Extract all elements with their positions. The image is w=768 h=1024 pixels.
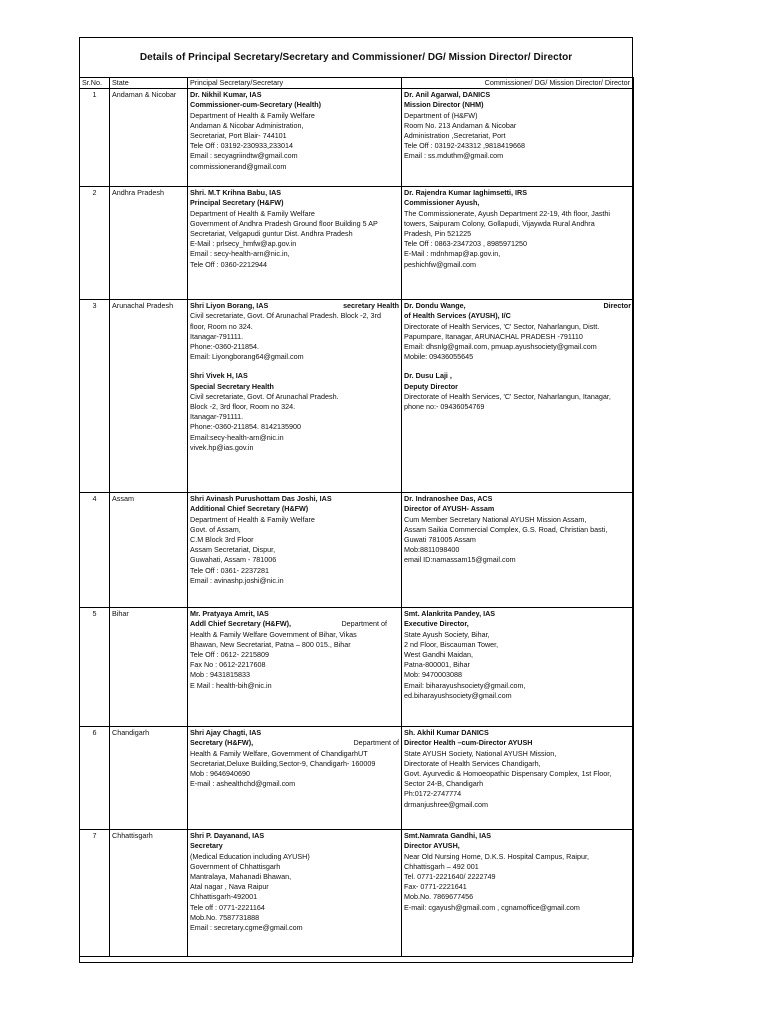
- state-cell: Andaman & Nicobar: [110, 89, 188, 187]
- state-cell: Chhattisgarh: [110, 830, 188, 957]
- director-name: Dr. Dusu Laji ,: [404, 371, 452, 381]
- secretary-cell: [188, 493, 402, 608]
- email-line: drmanjushree@gmail.com: [404, 799, 488, 809]
- department-label: Department of: [341, 619, 387, 629]
- address-line: Pradesh, Pin 521225: [404, 229, 472, 239]
- email-line: Email:secy-health-arn@nic.in: [190, 432, 284, 442]
- address-line: Chhattisgarh – 492 001: [404, 861, 479, 871]
- email-line: Email : ss.mduthm@gmail.com: [404, 151, 504, 161]
- secretary-designation: secretary Health: [343, 301, 399, 311]
- sr-no-cell: 4: [80, 493, 110, 608]
- director-name: Dr. Anil Agarwal, DANICS: [404, 90, 491, 100]
- phone-line: Mob : 9431815833: [190, 670, 250, 680]
- secretary-name: Mr. Pratyaya Amrit, IAS: [190, 609, 269, 619]
- director-cell: [402, 300, 634, 493]
- secretary-designation: Special Secretary Health: [190, 381, 274, 391]
- phone-line: Mob:8811098400: [404, 545, 460, 555]
- header-secretary: Principal Secretary/Secretary: [188, 78, 402, 89]
- director-name: Sh. Akhil Kumar DANICS: [404, 728, 489, 738]
- address-line: Department of (H&FW): [404, 110, 478, 120]
- address-line: towers, Saipuram Colony, Gollapudi, Vijaywda Rural Andhra: [404, 218, 595, 228]
- address-line: Guwati 781005 Assam: [404, 535, 476, 545]
- address-line: Andaman & Nicobar Administration,: [190, 120, 304, 130]
- secretary-designation: Secretary: [190, 841, 223, 851]
- secretary-cell: [188, 727, 402, 830]
- director-cell: [402, 727, 634, 830]
- phone-line: Mob.No. 7869677456: [404, 892, 474, 902]
- email-line: E-mail: cgayush@gmail.com , cgnamoffice@gmail.com: [404, 902, 580, 912]
- sr-no-cell: 7: [80, 830, 110, 957]
- secretary-designation-line: [190, 738, 399, 748]
- director-designation: of Health Services (AYUSH), I/C: [404, 311, 511, 321]
- address-line: Near Old Nursing Home, D.K.S. Hospital Campus, Raipur,: [404, 851, 589, 861]
- phone-line: Mob : 9646940690: [190, 769, 250, 779]
- address-line: Papumpare, Itanagar, ARUNACHAL PRADESH -791110: [404, 331, 583, 341]
- director-designation: Deputy Director: [404, 381, 458, 391]
- state-cell: Arunachal Pradesh: [110, 300, 188, 493]
- secretary-cell: [188, 187, 402, 300]
- document-frame: [79, 37, 633, 963]
- address-line: Directorate of Health Services Chandigarh,: [404, 758, 541, 768]
- address-line: Civil secretariate, Govt. Of Arunachal Pradesh.: [190, 391, 339, 401]
- header-state: State: [110, 78, 188, 89]
- director-designation: Director: [603, 301, 631, 311]
- header-director: Commissioner/ DG/ Mission Director/ Director: [402, 78, 634, 89]
- secretary-designation: Additional Chief Secretary (H&FW): [190, 504, 309, 514]
- email-line: vivek.hp@ias.gov.in: [190, 442, 254, 452]
- phone-line: Tele off : 0771-2221164: [190, 902, 265, 912]
- state-cell: Assam: [110, 493, 188, 608]
- address-line: The Commissionerate, Ayush Department 22-19, 4th floor, Jasthi: [404, 208, 611, 218]
- table-row: [80, 187, 634, 300]
- table-row: [80, 608, 634, 727]
- address-line: Mantralaya, Mahanadi Bhawan,: [190, 872, 292, 882]
- address-line: Sector 24-B, Chandigarh: [404, 779, 484, 789]
- director-name: Smt.Namrata Gandhi, IAS: [404, 831, 492, 841]
- director-name: Smt. Alankrita Pandey, IAS: [404, 609, 496, 619]
- email-line: E Mail : health-bih@nic.in: [190, 680, 272, 690]
- address-line: Patna-800001, Bihar: [404, 660, 470, 670]
- phone-line: Tele Off : 03192-243312 ,9818419668: [404, 141, 525, 151]
- address-line: Bhawan, New Secretariat, Patna – 800 015., Bihar: [190, 639, 351, 649]
- sr-no-cell: 3: [80, 300, 110, 493]
- phone-line: Mobile: 09436055645: [404, 352, 474, 362]
- address-line: Atal nagar , Nava Raipur: [190, 882, 269, 892]
- email-line: commissionerand@gmail.com: [190, 161, 287, 171]
- address-line: Itanagar-791111.: [190, 331, 244, 341]
- director-name: Dr. Dondu Wange,: [404, 301, 466, 311]
- table-row: [80, 727, 634, 830]
- secretary-cell: [188, 89, 402, 187]
- address-line: Secretariat,Deluxe Building,Sector-9, Chandigarh- 160009: [190, 758, 376, 768]
- phone-line: Tele Off : 0361- 2237281: [190, 565, 269, 575]
- phone-line: Tel. 0771-2221640/ 2222749: [404, 872, 496, 882]
- address-line: (Medical Education including AYUSH): [190, 851, 310, 861]
- phone-line: phone no:- 09436054769: [404, 402, 485, 412]
- address-line: Room No. 213 Andaman & Nicobar: [404, 120, 517, 130]
- header-sr-no: Sr.No.: [80, 78, 110, 89]
- address-line: Directorate of Health Services, 'C' Sector, Naharlangun, Itanagar,: [404, 391, 611, 401]
- address-line: Government of Andhra Pradesh Ground floor Building 5 AP: [190, 218, 378, 228]
- table-header-row: [80, 78, 634, 89]
- address-line: State AYUSH Society, National AYUSH Mission,: [404, 748, 557, 758]
- secretary-name: Dr. Nikhil Kumar, IAS: [190, 90, 262, 100]
- director-name: Dr. Indranoshee Das, ACS: [404, 494, 493, 504]
- address-line: C.M Block 3rd Floor: [190, 535, 254, 545]
- email-line: Email : secyagriindtw@gmail.com: [190, 151, 298, 161]
- secretary-designation: Principal Secretary (H&FW): [190, 198, 284, 208]
- secretary-cell: [188, 830, 402, 957]
- email-line: E-mail : ashealthchd@gmail.com: [190, 779, 296, 789]
- address-line: State Ayush Society, Bihar,: [404, 629, 490, 639]
- phone-line: Tele Off : 0360-2212944: [190, 259, 267, 269]
- table-row: [80, 300, 634, 493]
- address-line: Directorate of Health Services, 'C' Sector, Naharlangun, Distt.: [404, 321, 600, 331]
- director-cell: [402, 830, 634, 957]
- director-designation: Director Health –cum-Director AYUSH: [404, 738, 533, 748]
- address-line: Guwahati, Assam - 781006: [190, 555, 277, 565]
- address-line: Govt. of Assam,: [190, 524, 241, 534]
- address-line: Secretariat, Port Blair- 744101: [190, 131, 287, 141]
- email-line: Email : secy-health-arn@nic.in,: [190, 249, 290, 259]
- address-line: Chhattisgarh-492001: [190, 892, 258, 902]
- address-line: Health & Family Welfare, Government of ChandigarhUT: [190, 748, 368, 758]
- fax-line: Fax- 0771-2221641: [404, 882, 467, 892]
- director-designation: Executive Director,: [404, 619, 469, 629]
- sr-no-cell: 1: [80, 89, 110, 187]
- secretary-name-line: [190, 301, 399, 311]
- email-line: E-Mail : prlsecy_hmfw@ap.gov.in: [190, 239, 297, 249]
- officials-table: [79, 77, 634, 957]
- secretary-name: Shri Avinash Purushottam Das Joshi, IAS: [190, 494, 332, 504]
- sr-no-cell: 6: [80, 727, 110, 830]
- phone-line: Phone:-0360-211854. 8142135900: [190, 422, 301, 432]
- phone-line: Tele Off : 0863-2347203 , 8985971250: [404, 239, 527, 249]
- address-line: Department of Health & Family Welfare: [190, 514, 315, 524]
- secretary-cell: [188, 608, 402, 727]
- state-cell: Chandigarh: [110, 727, 188, 830]
- secretary-name: Shri P. Dayanand, IAS: [190, 831, 265, 841]
- address-line: Itanagar-791111.: [190, 412, 244, 422]
- phone-line: Mob: 9470003088: [404, 670, 462, 680]
- secretary-designation: Secretary (H&FW),: [190, 738, 254, 748]
- state-cell: Andhra Pradesh: [110, 187, 188, 300]
- address-line: Government of Chhattisgarh: [190, 861, 281, 871]
- address-line: Health & Family Welfare Government of Bihar, Vikas: [190, 629, 357, 639]
- email-line: email ID:namassam15@gmail.com: [404, 555, 516, 565]
- director-name: Dr. Rajendra Kumar Iaghimsetti, IRS: [404, 188, 528, 198]
- director-cell: [402, 89, 634, 187]
- director-name-line: [404, 301, 631, 311]
- address-line: Department of Health & Family Welfare: [190, 208, 315, 218]
- address-line: Govt. Ayurvedic & Homoeopathic Dispensary Complex, 1st Floor,: [404, 769, 612, 779]
- secretary-name: Shri Vivek H, IAS: [190, 371, 248, 381]
- secretary-designation-line: [190, 619, 399, 629]
- phone-line: Phone:-0360-211854.: [190, 342, 260, 352]
- secretary-cell: [188, 300, 402, 493]
- director-designation: Mission Director (NHM): [404, 100, 484, 110]
- director-cell: [402, 187, 634, 300]
- secretary-name: Shri Liyon Borang, IAS: [190, 301, 269, 311]
- table-row: [80, 830, 634, 957]
- director-cell: [402, 608, 634, 727]
- email-line: Email: biharayushsociety@gmail.com,: [404, 680, 526, 690]
- phone-line: Tele Off : 0612- 2215809: [190, 650, 269, 660]
- email-line: peshichfw@gmail.com: [404, 259, 477, 269]
- document-title: Details of Principal Secretary/Secretary and Commissioner/ DG/ Mission Director/ Director: [139, 52, 573, 63]
- state-cell: Bihar: [110, 608, 188, 727]
- email-line: Email : avinashp.joshi@nic.in: [190, 575, 284, 585]
- address-line: Department of Health & Family Welfare: [190, 110, 315, 120]
- secretary-designation: Addl Chief Secretary (H&FW),: [190, 619, 292, 629]
- table-row: [80, 89, 634, 187]
- phone-line: Ph:0172-2747774: [404, 789, 462, 799]
- phone-line: Tele Off : 03192-230933,233014: [190, 141, 293, 151]
- address-line: floor, Room no 324.: [190, 321, 253, 331]
- address-line: Assam Secretariat, Dispur,: [190, 545, 276, 555]
- address-line: Cum Member Secretary National AYUSH Mission Assam,: [404, 514, 587, 524]
- address-line: Block -2, 3rd floor, Room no 324.: [190, 402, 296, 412]
- email-line: Email : secretary.cgme@gmail.com: [190, 923, 303, 933]
- phone-line: Mob.No. 7587731888: [190, 912, 260, 922]
- address-line: Assam Saikia Commercial Complex, G.S. Road, Christian basti,: [404, 524, 608, 534]
- email-line: Email: dhsnlg@gmail.com, pmuap.ayushsociety@gmail.com: [404, 342, 597, 352]
- secretary-designation: Commissioner-cum-Secretary (Health): [190, 100, 322, 110]
- secretary-name: Shri Ajay Chagti, IAS: [190, 728, 262, 738]
- department-label: Department of: [353, 738, 399, 748]
- address-line: 2 nd Floor, Biscauman Tower,: [404, 639, 499, 649]
- address-line: West Gandhi Maidan,: [404, 650, 473, 660]
- fax-line: Fax No : 0612-2217608: [190, 660, 266, 670]
- email-line: Email: Liyongborang64@gmail.com: [190, 352, 304, 362]
- address-line: Secretariat, Velgapudi guntur Dist. Andhra Pradesh: [190, 229, 353, 239]
- director-cell: [402, 493, 634, 608]
- email-line: ed.biharayushsociety@gmail.com: [404, 690, 512, 700]
- director-designation: Director of AYUSH- Assam: [404, 504, 495, 514]
- sr-no-cell: 5: [80, 608, 110, 727]
- director-designation: Commissioner Ayush,: [404, 198, 480, 208]
- director-designation: Director AYUSH,: [404, 841, 460, 851]
- address-line: Administration ,Secretariat, Port: [404, 131, 506, 141]
- email-line: E-Mail : mdnhmap@ap.gov.in,: [404, 249, 501, 259]
- address-line: Civil secretariate, Govt. Of Arunachal Pradesh. Block -2, 3rd: [190, 311, 381, 321]
- sr-no-cell: 2: [80, 187, 110, 300]
- table-row: [80, 493, 634, 608]
- secretary-name: Shri. M.T Krihna Babu, IAS: [190, 188, 282, 198]
